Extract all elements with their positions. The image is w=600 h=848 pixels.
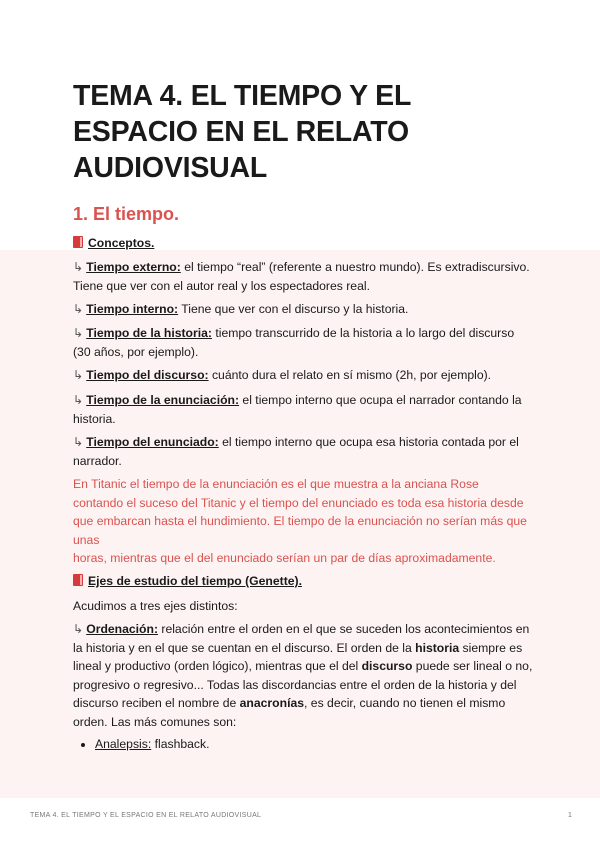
book-icon: [73, 574, 83, 586]
ejes-label: Ejes de estudio del tiempo (Genette).: [88, 574, 302, 588]
list-item: [95, 735, 535, 754]
arrow-icon: ↳: [73, 302, 84, 316]
definition-item: [73, 366, 533, 385]
definition-item: [73, 433, 533, 470]
definition-text: el tiempo interno que ocupa esa historia contada por el narrador.: [73, 435, 519, 468]
example-line: En Titanic el tiempo de la enunciación es el que muestra a la anciana Rose: [73, 477, 479, 491]
paragraph-text: relación entre el orden en el que se suceden los acontecimientos en la historia y en el que se cuentan en el discurso. El orden de la: [73, 622, 530, 655]
arrow-icon: ↳: [73, 368, 84, 382]
ejes-intro: Acudimos a tres ejes distintos:: [73, 599, 238, 613]
section-heading: 1. El tiempo.: [73, 204, 180, 224]
definition-term: Tiempo del enunciado:: [86, 435, 219, 449]
example-line: que embarcan hasta el hundimiento. El tiempo de la enunciación no serían más que: [73, 514, 527, 528]
paragraph-text: , es decir, cuando no tienen el mismo orden. Las más comunes son:: [73, 696, 506, 729]
definition-term: Tiempo del discurso:: [86, 368, 209, 382]
paragraph-text: siempre es lineal y productivo (orden lógico), mientras que el del: [73, 640, 523, 673]
arrow-icon: ↳: [73, 435, 84, 449]
definition-term: Tiempo externo:: [86, 260, 181, 274]
definition-text: Tiene que ver con el discurso y la historia.: [178, 302, 409, 316]
definition-text: el tiempo “real” (referente a nuestro mundo). Es extradiscursivo. Tiene que ver con el autor real y los espectadores real.: [73, 260, 530, 293]
example-line: horas, mientras que el del enunciado serían un par de días aproximadamente.: [73, 551, 496, 565]
anacronias-list: [73, 735, 535, 754]
example-line: unas: [73, 532, 100, 547]
bold-term: historia: [415, 640, 460, 655]
arrow-icon: ↳: [73, 622, 84, 636]
definition-term: Tiempo de la enunciación:: [86, 393, 240, 407]
definition-term: Ordenación:: [86, 622, 158, 636]
example-line: contando el suceso del Titanic y el tiempo del enunciado es toda esa historia desde: [73, 495, 524, 510]
arrow-icon: ↳: [73, 326, 84, 340]
bold-term: anacronías: [239, 696, 305, 710]
conceptos-label: Conceptos.: [88, 236, 155, 250]
titanic-example: [73, 475, 533, 568]
definition-term: Tiempo interno:: [86, 302, 179, 316]
paragraph-text: puede ser lineal o no, progresivo o regresivo... Todas las discordancias entre el orden de la historia y del discurso reciben el nombre de: [73, 659, 533, 710]
definition-text: el tiempo interno que ocupa el narrador contando la historia.: [73, 393, 522, 426]
bullet-term: Analepsis:: [95, 737, 152, 751]
book-icon: [73, 236, 83, 248]
conceptos-heading: [73, 234, 533, 253]
definition-item: [73, 391, 533, 428]
page-title: TEMA 4. EL TIEMPO Y EL ESPACIO EN EL RELATO AUDIOVISUAL: [73, 80, 411, 184]
arrow-icon: ↳: [73, 260, 84, 274]
arrow-icon: ↳: [73, 393, 84, 407]
definition-text: tiempo transcurrido de la historia a lo largo del discurso (30 años, por ejemplo).: [73, 326, 515, 359]
bullet-text: flashback.: [151, 737, 210, 751]
page-number: 1: [568, 812, 572, 819]
definition-term: Tiempo de la historia:: [86, 326, 212, 340]
definition-text: cuánto dura el relato en sí mismo (2h, por ejemplo).: [208, 368, 492, 382]
ordenacion-paragraph: [73, 620, 533, 731]
definition-item: [73, 258, 533, 295]
footer-title: TEMA 4. EL TIEMPO Y EL ESPACIO EN EL RELATO AUDIOVISUAL: [30, 812, 262, 819]
definition-item: [73, 324, 533, 361]
definition-item: [73, 300, 533, 319]
ejes-heading: [73, 572, 533, 591]
bold-term: discurso: [361, 659, 413, 673]
